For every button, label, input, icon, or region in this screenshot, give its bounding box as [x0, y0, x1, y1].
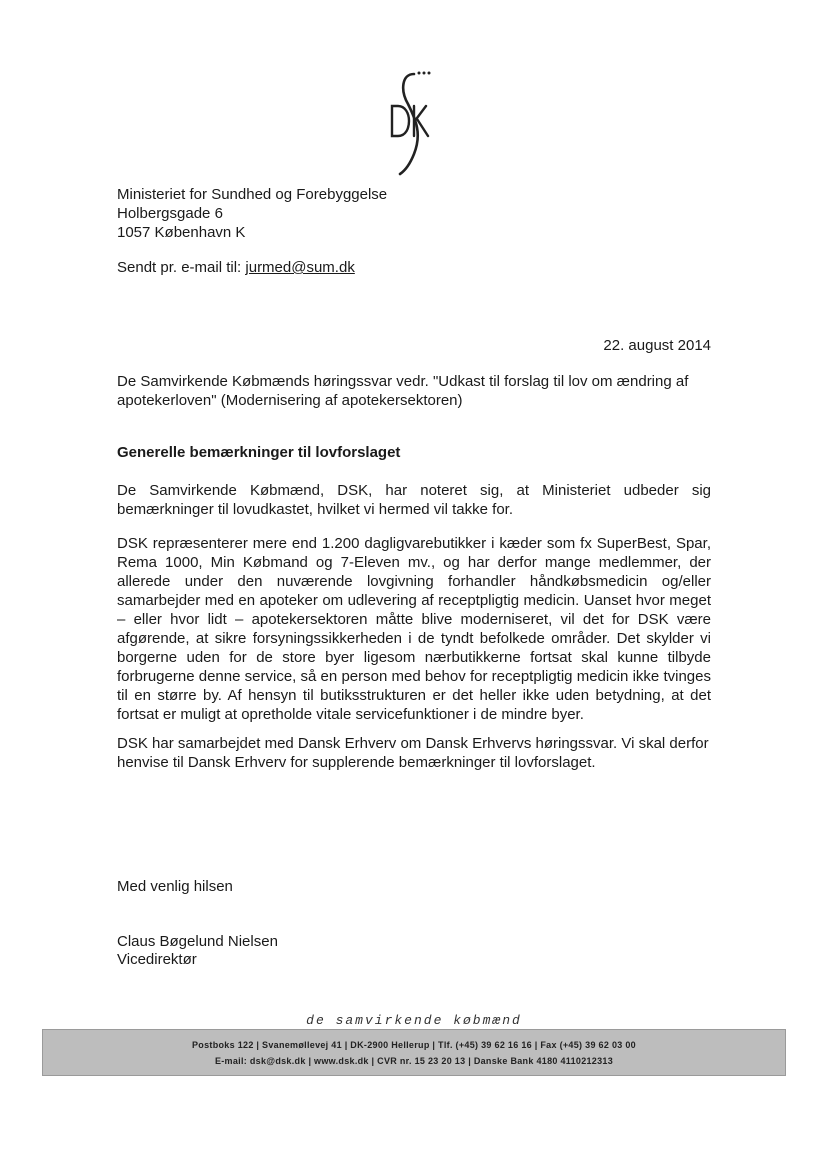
recipient-city: 1057 København K: [117, 224, 246, 241]
recipient-email-link[interactable]: jurmed@sum.dk: [245, 259, 355, 276]
signature-title: Vicedirektør: [117, 951, 197, 968]
footer-brand: de samvirkende købmænd: [306, 1013, 522, 1028]
letter-subject: De Samvirkende Købmænds høringssvar vedr. "Udkast til forslag til lov om ændring af apotekerloven" (Modernisering af apotekersektoren): [117, 373, 689, 409]
recipient-address: [117, 186, 387, 243]
sent-prefix: Sendt pr. e-mail til:: [117, 259, 246, 276]
recipient-street: Holbergsgade 6: [117, 205, 223, 222]
section-heading: Generelle bemærkninger til lovforslaget: [117, 444, 401, 461]
footer-contact-line: Postboks 122 | Svanemøllevej 41 | DK-2900 Hellerup | Tlf. (+45) 39 62 16 16 | Fax (+45) 39 62 03 00: [192, 1040, 636, 1050]
signature-name: Claus Bøgelund Nielsen: [117, 933, 278, 950]
paragraph-1: De Samvirkende Købmænd, DSK, har noteret sig, at Ministeriet udbeder sig bemærkninger til lovudkastet, hvilket vi hermed vil takke for.: [117, 482, 711, 518]
letter-date: 22. august 2014: [603, 337, 711, 354]
dsk-logo: [388, 64, 438, 176]
paragraph-3: DSK har samarbejdet med Dansk Erhverv om Dansk Erhvervs høringssvar. Vi skal derfor henvise til Dansk Erhverv for supplerende bemærkninger til lovforslaget.: [117, 735, 709, 771]
footer-bar: [42, 1029, 786, 1076]
closing-greeting: Med venlig hilsen: [117, 878, 233, 895]
recipient-name: Ministeriet for Sundhed og Forebyggelse: [117, 186, 388, 203]
dsk-logo-mark: [388, 64, 438, 176]
footer-registration-line: E-mail: dsk@dsk.dk | www.dsk.dk | CVR nr. 15 23 20 13 | Danske Bank 4180 4110212313: [214, 1056, 614, 1066]
sent-line: [117, 259, 355, 277]
paragraph-2: DSK repræsenterer mere end 1.200 dagligvarebutikker i kæder som fx SuperBest, Spar, Rema 1000, Min Købmand og 7-Eleven mv., og har derfor mange medlemmer, der allerede under den nuværende lovgivning forhandler håndkøbsmedicin og/eller samarbejder med en apoteker om udlevering af receptpligtig medicin. Uanset hvor meget – eller hvor lidt – apotekersektoren måtte blive moderniseret, vil det for DSK være afgørende, at sikre forsyningssikkerheden i de tyndt befolkede områder. Det skylder vi borgerne uden for de store byer ligesom nærbutikkerne fortsat skal kunne tilbyde forbrugerne denne service, så en person med behov for receptpligtig medicin ikke tvinges til en større by. Af hensyn til butiksstrukturen er det heller ikke uden betydning, at det fortsat er muligt at opretholde vitale servicefunktioner i de mindre byer.: [117, 535, 711, 723]
